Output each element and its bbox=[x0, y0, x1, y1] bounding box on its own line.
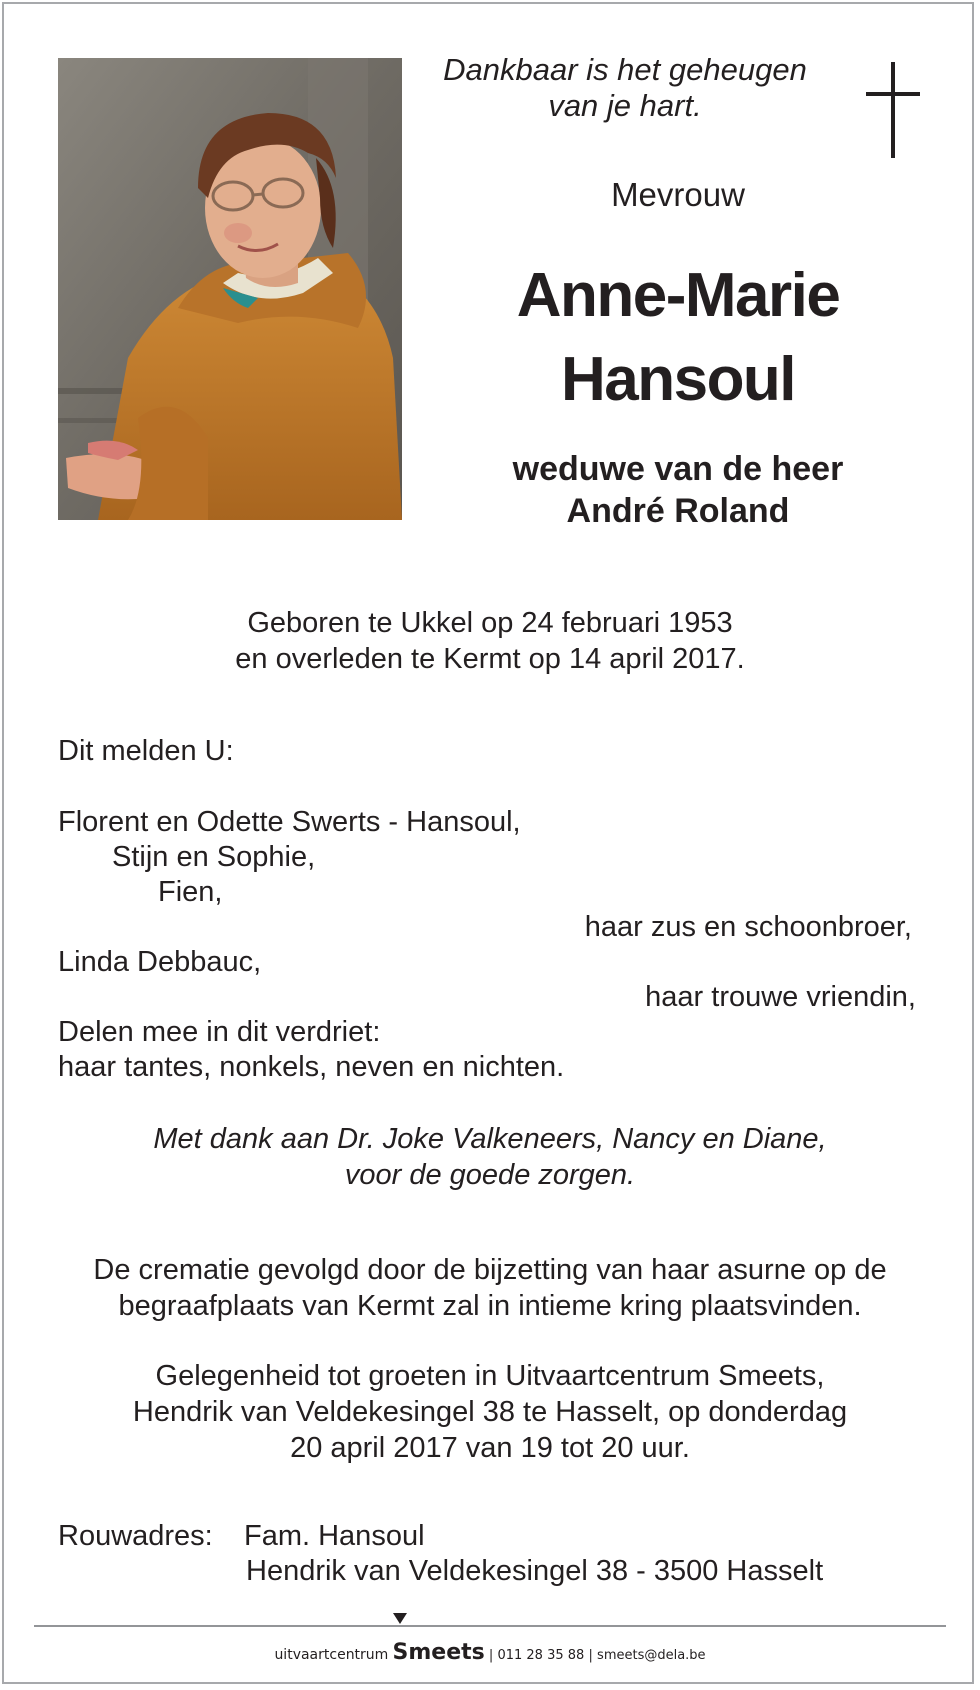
spouse-line-2: André Roland bbox=[566, 492, 790, 530]
address-line-2: Hendrik van Veldekesingel 38 - 3500 Hasselt bbox=[246, 1555, 824, 1587]
motto-line-2: van je hart. bbox=[548, 88, 702, 123]
deceased-name bbox=[420, 254, 936, 422]
birth-line: Geboren te Ukkel op 24 februari 1953 bbox=[247, 607, 733, 639]
greeting-line-2: Hendrik van Veldekesingel 38 te Hasselt, op donderdag bbox=[132, 1396, 848, 1428]
relation-note-2: haar trouwe vriendin, bbox=[645, 981, 916, 1013]
footer-separator-2: | bbox=[588, 1648, 593, 1663]
family-line-3: Fien, bbox=[158, 876, 223, 908]
phone-number: 011 28 35 88 bbox=[497, 1648, 585, 1663]
family-line-2: Stijn en Sophie, bbox=[112, 841, 316, 873]
share-line-1: Delen mee in dit verdriet: bbox=[58, 1016, 381, 1048]
greeting-line-3: 20 april 2017 van 19 tot 20 uur. bbox=[290, 1432, 690, 1464]
motto-line-1: Dankbaar is het geheugen bbox=[443, 52, 807, 87]
footer-separator-1: | bbox=[488, 1648, 494, 1663]
family-line-1: Florent en Odette Swerts - Hansoul, bbox=[58, 806, 521, 838]
announce-intro: Dit melden U: bbox=[58, 735, 234, 767]
spouse-note bbox=[420, 448, 936, 532]
footer-divider bbox=[34, 1625, 946, 1627]
first-name: Anne-Marie bbox=[516, 261, 840, 330]
address-label: Rouwadres: bbox=[58, 1520, 213, 1552]
triangle-marker-icon bbox=[393, 1613, 407, 1624]
cross-icon bbox=[862, 62, 924, 158]
death-line: en overleden te Kermt op 14 april 2017. bbox=[235, 643, 745, 675]
address-line-1: Fam. Hansoul bbox=[244, 1520, 425, 1552]
birth-death-dates bbox=[40, 605, 940, 677]
last-name: Hansoul bbox=[560, 345, 796, 414]
cremation-line-1: De crematie gevolgd door de bijzetting van haar asurne op de bbox=[93, 1254, 887, 1286]
portrait-photo bbox=[58, 58, 402, 520]
friend-line: Linda Debbauc, bbox=[58, 946, 262, 978]
greeting-line-1: Gelegenheid tot groeten in Uitvaartcentrum Smeets, bbox=[155, 1360, 825, 1392]
email-address: smeets@dela.be bbox=[597, 1648, 706, 1663]
honorific: Mevrouw bbox=[611, 176, 745, 213]
share-line-2: haar tantes, nonkels, neven en nichten. bbox=[58, 1051, 565, 1083]
relation-note-1: haar zus en schoonbroer, bbox=[584, 911, 912, 943]
greeting-note bbox=[40, 1358, 940, 1466]
thanks-note bbox=[40, 1121, 940, 1193]
thanks-line-1: Met dank aan Dr. Joke Valkeneers, Nancy en Diane, bbox=[153, 1123, 827, 1155]
brand-prefix: uitvaartcentrum bbox=[274, 1647, 389, 1663]
cremation-line-2: begraafplaats van Kermt zal in intieme kring plaatsvinden. bbox=[118, 1290, 862, 1322]
cremation-note bbox=[40, 1252, 940, 1324]
memorial-motto bbox=[420, 52, 830, 124]
thanks-line-2: voor de goede zorgen. bbox=[344, 1159, 636, 1191]
funeral-home-footer bbox=[40, 1640, 940, 1669]
brand-name: Smeets bbox=[392, 1640, 485, 1665]
spouse-line-1: weduwe van de heer bbox=[512, 450, 844, 488]
